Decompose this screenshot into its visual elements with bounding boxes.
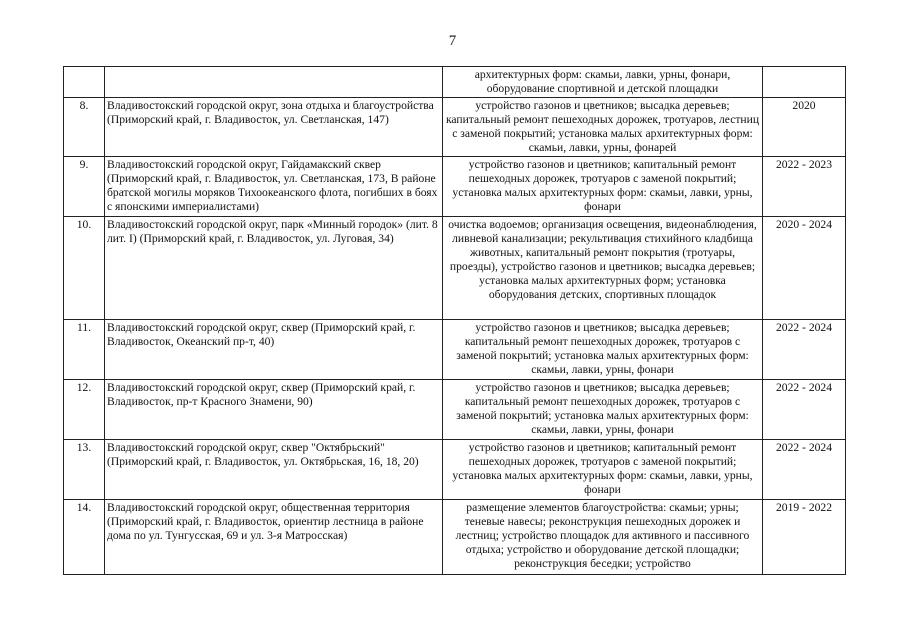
row-number: 14.: [64, 500, 105, 575]
row-works: устройство газонов и цветников; высадка деревьев; капитальный ремонт пешеходных дорожек, тротуаров с заменой покрытий; установка малых архитектурных форм: скамьи, лавки, урны, фонари: [443, 380, 763, 440]
row-works: очистка водоемов; организация освещения, видеонаблюдения, ливневой канализации; рекультивация стихийного кладбища животных, капитальный ремонт покрытия (тротуары, проезды), устройство газонов и цветников; высадка деревьев; установка малых архитектурных форм; установка оборудования детских, спортивных площадок: [443, 217, 763, 320]
table-row-9: [64, 157, 846, 217]
row-object: Владивостокский городской округ, общественная территория (Приморский край, г. Владивосток, ориентир лестница в районе дома по ул. Тунгусская, 69 и ул. 3-я Матросская): [105, 500, 443, 575]
row-object: [105, 67, 443, 98]
row-object: Владивостокский городской округ, сквер (Приморский край, г. Владивосток, Океанский пр-т, 40): [105, 320, 443, 380]
row-number: 10.: [64, 217, 105, 320]
row-number: 13.: [64, 440, 105, 500]
row-object: Владивостокский городской округ, сквер "Октябрьский" (Приморский край, г. Владивосток, ул. Октябрьская, 16, 18, 20): [105, 440, 443, 500]
table-row-12: [64, 380, 846, 440]
row-years: 2022 - 2024: [763, 320, 846, 380]
page-number: 7: [448, 33, 457, 49]
row-works: размещение элементов благоустройства: скамьи; урны; теневые навесы; реконструкция пешеходных дорожек и лестниц; устройство площадок для активного и пассивного отдыха; устройство и оборудование детской площадки; реконструкция беседки; устройство: [443, 500, 763, 575]
row-years: 2020: [763, 98, 846, 157]
improvement-objects-table: [63, 66, 846, 575]
row-object: Владивостокский городской округ, парк «Минный городок» (лит. 8 лит. I) (Приморский край, г. Владивосток, ул. Луговая, 34): [105, 217, 443, 320]
row-works: устройство газонов и цветников; капитальный ремонт пешеходных дорожек, тротуаров с заменой покрытий; установка малых архитектурных форм: скамьи, лавки, урны, фонари: [443, 440, 763, 500]
table-row-13: [64, 440, 846, 500]
row-years: 2022 - 2024: [763, 380, 846, 440]
row-works: устройство газонов и цветников; высадка деревьев; капитальный ремонт пешеходных дорожек, тротуаров с заменой покрытий; установка малых архитектурных форм: скамьи, лавки, урны, фонари: [443, 320, 763, 380]
table-row-11: [64, 320, 846, 380]
table-row-10: [64, 217, 846, 320]
row-number: 8.: [64, 98, 105, 157]
row-object: Владивостокский городской округ, зона отдыха и благоустройства (Приморский край, г. Владивосток, ул. Светланская, 147): [105, 98, 443, 157]
row-object: Владивостокский городской округ, сквер (Приморский край, г. Владивосток, пр-т Красного Знамени, 90): [105, 380, 443, 440]
row-works: устройство газонов и цветников; высадка деревьев; капитальный ремонт пешеходных дорожек, тротуаров, лестниц с заменой покрытий; установка малых архитектурных форм: скамьи, лавки, урны, фонарей: [443, 98, 763, 157]
row-object: Владивостокский городской округ, Гайдамакский сквер (Приморский край, г. Владивосток, ул. Светланская, 173, В районе братской могилы моряков Тихоокеанского флота, погибших в боях с японскими империалистами): [105, 157, 443, 217]
table-row-14: [64, 500, 846, 575]
table-row-continuation: [64, 67, 846, 98]
row-years: 2019 - 2022: [763, 500, 846, 575]
row-years: [763, 67, 846, 98]
row-years: 2022 - 2024: [763, 440, 846, 500]
row-works: устройство газонов и цветников; капитальный ремонт пешеходных дорожек, тротуаров с заменой покрытий; установка малых архитектурных форм: скамьи, лавки, урны, фонари: [443, 157, 763, 217]
row-number: 12.: [64, 380, 105, 440]
row-years: 2022 - 2023: [763, 157, 846, 217]
row-number: 9.: [64, 157, 105, 217]
row-number: 11.: [64, 320, 105, 380]
row-number: [64, 67, 105, 98]
table-row-8: [64, 98, 846, 157]
row-years: 2020 - 2024: [763, 217, 846, 320]
row-works: архитектурных форм: скамьи, лавки, урны, фонари, оборудование спортивной и детской площадки: [443, 67, 763, 98]
